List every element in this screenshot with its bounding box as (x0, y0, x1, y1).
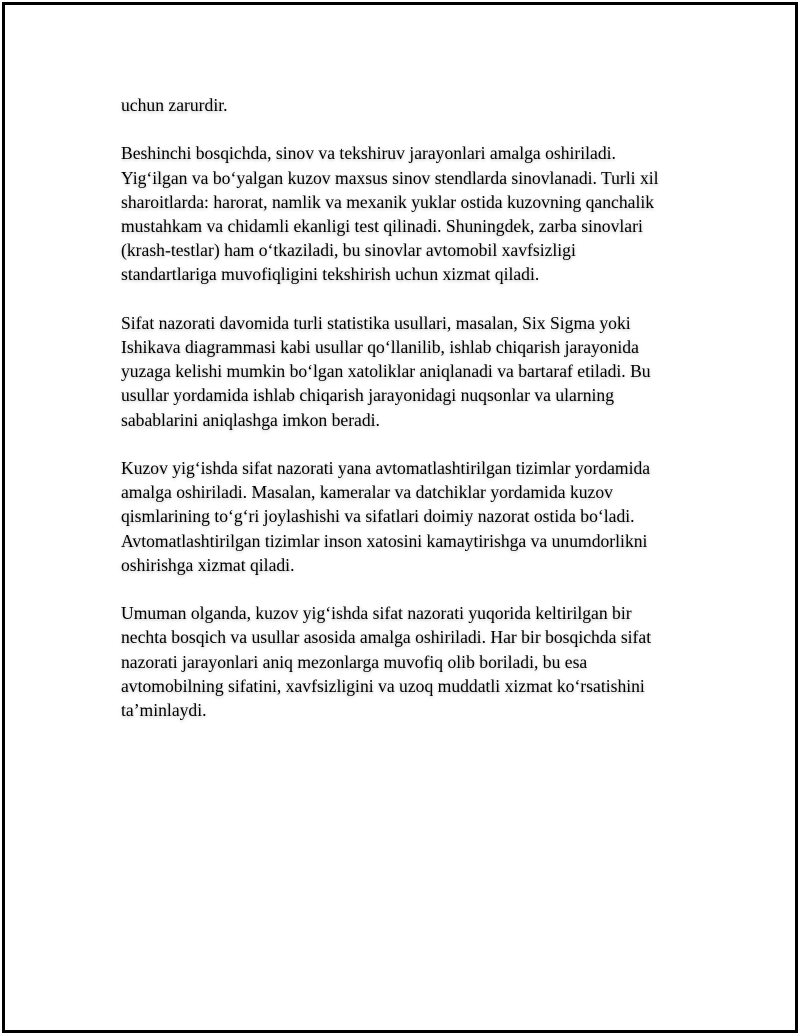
text-line: Sifat nazorati davomida turli statistika usullari, masalan, Six Sigma yoki (121, 312, 631, 333)
paragraph-statistical-methods (121, 311, 691, 432)
paragraph-testing-stage (121, 141, 691, 286)
text-line: sharoitlarda: harorat, namlik va mexanik yuklar ostida kuzovning qanchalik (121, 191, 655, 212)
paragraph-continuation (121, 93, 691, 117)
text-line: oshirishga xizmat qiladi. (121, 554, 295, 575)
text-line: Avtomatlashtirilgan tizimlar inson xatosini kamaytirishga va unumdorlikni (121, 530, 648, 551)
text-line: standartlariga muvofiqligini tekshirish uchun xizmat qiladi. (121, 264, 540, 285)
text-line: qismlarining to‘g‘ri joylashishi va sifatlari doimiy nazorat ostida bo‘ladi. (121, 506, 635, 527)
text-line: nazorati jarayonlari aniq mezonlarga muvofiq olib boriladi, bu esa (121, 651, 588, 672)
paragraph-automated-systems (121, 456, 691, 577)
text-line: yuzaga kelishi mumkin bo‘lgan xatoliklar aniqlanadi va bartaraf etiladi. Bu (121, 361, 651, 382)
text-line: Kuzov yig‘ishda sifat nazorati yana avtomatlashtirilgan tizimlar yordamida (121, 458, 651, 478)
text-line: Umuman olganda, kuzov yig‘ishda sifat nazorati yuqorida keltirilgan bir (121, 603, 632, 624)
document-body (121, 93, 691, 746)
text-line: amalga oshiriladi. Masalan, kameralar va datchiklar yordamida kuzov (121, 482, 613, 503)
text-line: sabablarini aniqlashga imkon beradi. (121, 409, 380, 430)
text-line: ta’minlaydi. (121, 700, 207, 721)
text-line: nechta bosqich va usullar asosida amalga oshiriladi. Har bir bosqichda sifat (121, 627, 652, 648)
text-line: avtomobilning sifatini, xavfsizligini va uzoq muddatli xizmat ko‘rsatishini (121, 675, 645, 696)
text-line: (krash-testlar) ham o‘tkaziladi, bu sinovlar avtomobil xavfsizligi (121, 240, 576, 261)
text-line: Beshinchi bosqichda, sinov va tekshiruv jarayonlari amalga oshiriladi. (121, 143, 616, 164)
text-line: mustahkam va chidamli ekanligi test qilinadi. Shuningdek, zarba sinovlari (121, 216, 643, 236)
text-line: usullar yordamida ishlab chiqarish jarayonidagi nuqsonlar va ularning (121, 385, 614, 406)
text-line: uchun zarurdir. (121, 95, 228, 115)
text-line: Yig‘ilgan va bo‘yalgan kuzov maxsus sinov stendlarda sinovlanadi. Turli xil (121, 167, 659, 188)
paragraph-conclusion (121, 601, 691, 722)
document-page (2, 2, 798, 1033)
text-line: Ishikava diagrammasi kabi usullar qo‘llanilib, ishlab chiqarish jarayonida (121, 337, 639, 357)
